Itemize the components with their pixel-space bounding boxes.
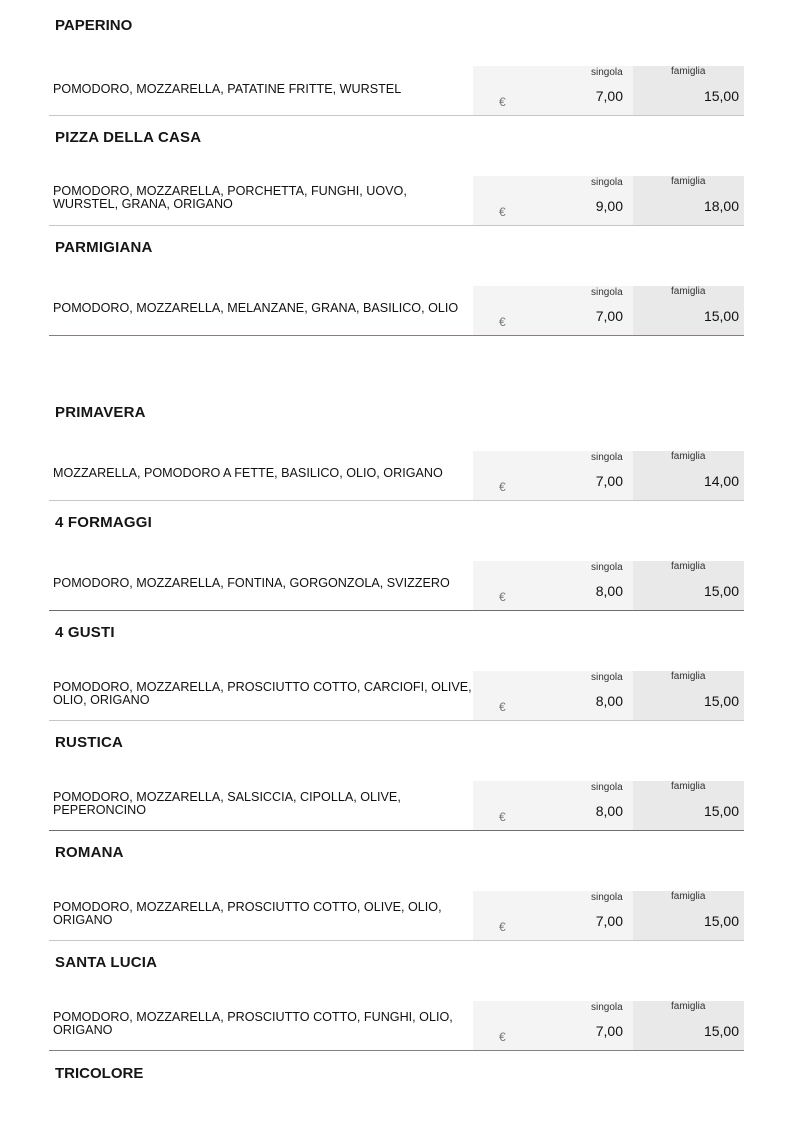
singola-label: singola — [591, 452, 623, 463]
ingredients: MOZZARELLA, POMODORO A FETTE, BASILICO, OLIO, ORIGANO — [53, 466, 443, 480]
divider — [49, 500, 744, 501]
price-famiglia: 15,00 — [703, 583, 739, 599]
price-singola-box — [473, 781, 633, 831]
famiglia-label: famiglia — [671, 671, 706, 682]
famiglia-label: famiglia — [671, 451, 706, 462]
ingredients: POMODORO, MOZZARELLA, FONTINA, GORGONZOLA, SVIZZERO — [53, 576, 450, 590]
price-singola: 8,00 — [595, 803, 623, 819]
menu-item-row — [49, 561, 744, 611]
famiglia-label: famiglia — [671, 561, 706, 572]
divider — [49, 335, 744, 336]
ingredients: POMODORO, MOZZARELLA, SALSICCIA, CIPOLLA, OLIVE, PEPERONCINO — [53, 790, 401, 817]
famiglia-label: famiglia — [671, 176, 706, 187]
partial-item-name: PAPERINO — [55, 17, 133, 34]
price-singola: 7,00 — [595, 308, 623, 324]
menu-item-row — [49, 286, 744, 336]
famiglia-label: famiglia — [671, 1001, 706, 1012]
euro-symbol: € — [499, 95, 506, 109]
price-famiglia: 15,00 — [703, 1023, 739, 1039]
pizza-name: RUSTICA — [55, 734, 124, 751]
menu-item-row — [49, 66, 744, 116]
divider — [49, 720, 744, 721]
price-famiglia: 14,00 — [703, 473, 739, 489]
singola-label: singola — [591, 892, 623, 903]
price-famiglia-box — [633, 1001, 744, 1051]
pizza-name: 4 FORMAGGI — [55, 514, 153, 531]
price-famiglia-box — [633, 451, 744, 501]
pizza-name: PIZZA DELLA CASA — [55, 129, 202, 146]
ingredients: POMODORO, MOZZARELLA, PORCHETTA, FUNGHI, UOVO, WURSTEL, GRANA, ORIGANO — [53, 184, 407, 211]
ingredients: POMODORO, MOZZARELLA, PATATINE FRITTE, WURSTEL — [53, 82, 402, 96]
menu-item-row — [49, 781, 744, 831]
pizza-name: PARMIGIANA — [55, 239, 153, 256]
price-famiglia: 15,00 — [703, 913, 739, 929]
divider — [49, 1050, 744, 1051]
price-famiglia-box — [633, 781, 744, 831]
singola-label: singola — [591, 562, 623, 573]
price-famiglia: 15,00 — [703, 693, 739, 709]
price-singola-box — [473, 66, 633, 116]
price-famiglia-box — [633, 286, 744, 336]
price-famiglia-box — [633, 561, 744, 611]
famiglia-label: famiglia — [671, 891, 706, 902]
menu-item-row — [49, 891, 744, 941]
ingredients: POMODORO, MOZZARELLA, PROSCIUTTO COTTO, CARCIOFI, OLIVE, OLIO, ORIGANO — [53, 680, 472, 707]
price-singola: 7,00 — [595, 473, 623, 489]
singola-label: singola — [591, 782, 623, 793]
price-famiglia-box — [633, 66, 744, 116]
price-singola-box — [473, 561, 633, 611]
famiglia-label: famiglia — [671, 66, 706, 77]
menu-item-row — [49, 451, 744, 501]
price-singola-box — [473, 451, 633, 501]
pizza-name: PRIMAVERA — [55, 404, 146, 421]
price-famiglia-box — [633, 891, 744, 941]
singola-label: singola — [591, 67, 623, 78]
singola-label: singola — [591, 1002, 623, 1013]
divider — [49, 225, 744, 226]
euro-symbol: € — [499, 590, 506, 604]
pizza-name: ROMANA — [55, 844, 124, 861]
price-famiglia: 15,00 — [703, 88, 739, 104]
menu-item-row — [49, 176, 744, 226]
ingredients: POMODORO, MOZZARELLA, PROSCIUTTO COTTO, FUNGHI, OLIO, ORIGANO — [53, 1010, 453, 1037]
price-singola-box — [473, 671, 633, 721]
singola-label: singola — [591, 177, 623, 188]
ingredients: POMODORO, MOZZARELLA, PROSCIUTTO COTTO, OLIVE, OLIO, ORIGANO — [53, 900, 442, 927]
price-singola-box — [473, 176, 633, 226]
menu-item-row — [49, 671, 744, 721]
partial-item-name: TRICOLORE — [55, 1065, 144, 1082]
euro-symbol: € — [499, 810, 506, 824]
price-famiglia: 18,00 — [703, 198, 739, 214]
price-singola: 7,00 — [595, 88, 623, 104]
price-singola: 7,00 — [595, 913, 623, 929]
divider — [49, 115, 744, 116]
price-famiglia: 15,00 — [703, 803, 739, 819]
price-singola: 8,00 — [595, 583, 623, 599]
pizza-name: 4 GUSTI — [55, 624, 115, 641]
menu-item-row — [49, 1001, 744, 1051]
euro-symbol: € — [499, 480, 506, 494]
singola-label: singola — [591, 287, 623, 298]
euro-symbol: € — [499, 315, 506, 329]
famiglia-label: famiglia — [671, 286, 706, 297]
euro-symbol: € — [499, 920, 506, 934]
price-singola-box — [473, 286, 633, 336]
singola-label: singola — [591, 672, 623, 683]
famiglia-label: famiglia — [671, 781, 706, 792]
price-famiglia-box — [633, 176, 744, 226]
pizza-name: SANTA LUCIA — [55, 954, 158, 971]
price-singola-box — [473, 891, 633, 941]
divider — [49, 830, 744, 831]
divider — [49, 610, 744, 611]
price-singola-box — [473, 1001, 633, 1051]
price-famiglia: 15,00 — [703, 308, 739, 324]
euro-symbol: € — [499, 205, 506, 219]
euro-symbol: € — [499, 700, 506, 714]
price-singola: 9,00 — [595, 198, 623, 214]
price-singola: 8,00 — [595, 693, 623, 709]
euro-symbol: € — [499, 1030, 506, 1044]
price-singola: 7,00 — [595, 1023, 623, 1039]
price-famiglia-box — [633, 671, 744, 721]
ingredients: POMODORO, MOZZARELLA, MELANZANE, GRANA, BASILICO, OLIO — [53, 301, 459, 315]
divider — [49, 940, 744, 941]
